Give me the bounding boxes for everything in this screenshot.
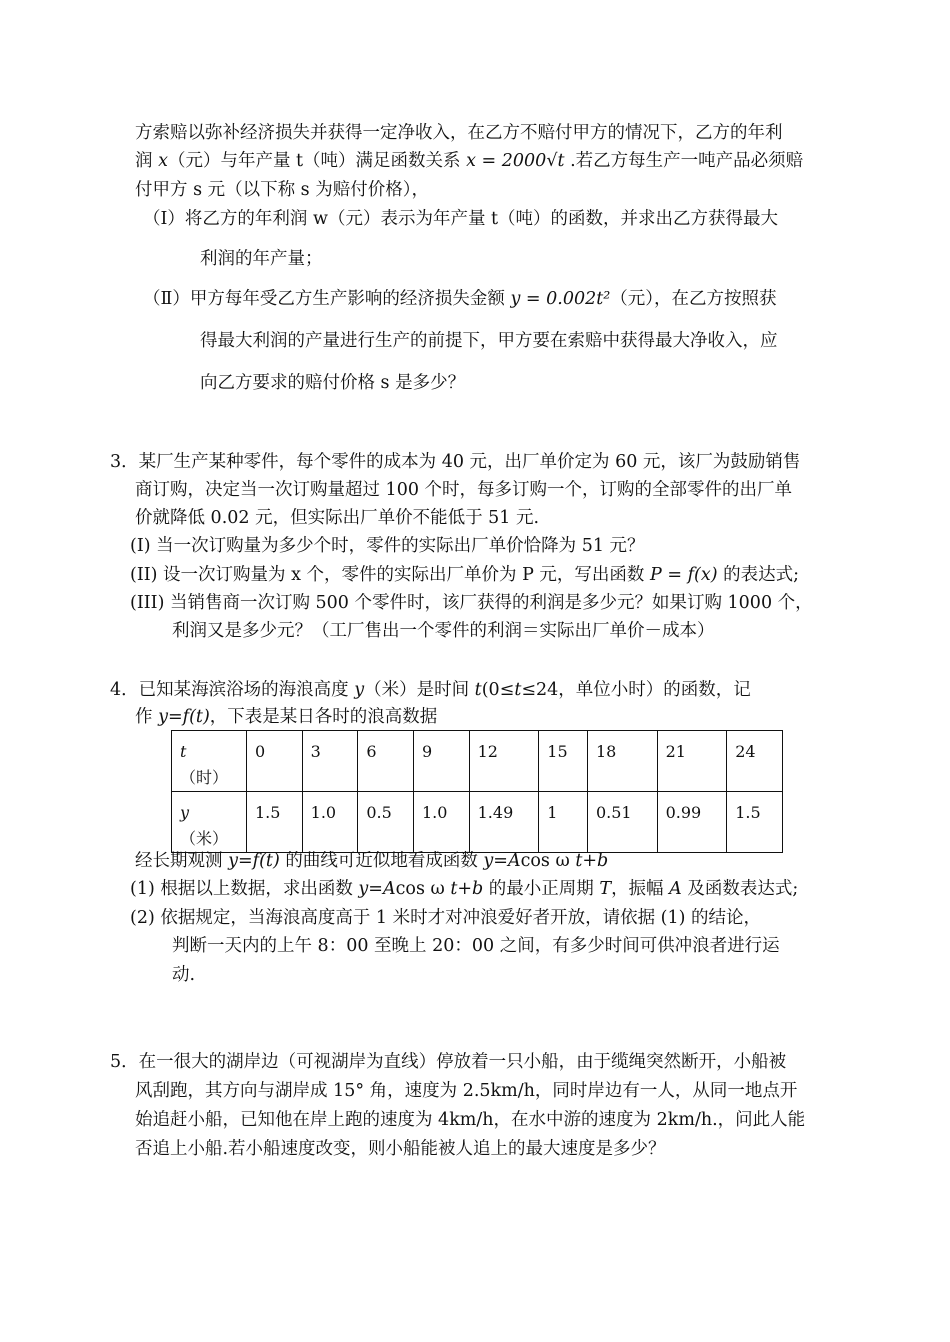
p3-question2 [130, 562, 799, 588]
y-label: y [180, 803, 190, 822]
table-cell: 15 [539, 731, 588, 792]
table-cell: 1.0 [302, 792, 358, 853]
p2-formula-profit: x = 2000√t [466, 151, 565, 171]
table-cell: 0.5 [358, 792, 414, 853]
p4-var-t: t [474, 680, 482, 700]
p3-q2-b: 的表达式; [717, 565, 800, 585]
p4-q1-T: T [599, 879, 612, 899]
p3-question1: (I) 当一次订购量为多少个时，零件的实际出厂单价恰降为 51 元？ [130, 536, 645, 556]
p3-line1: 3．某厂生产某种零件，每个零件的成本为 40 元，出厂单价定为 60 元，该厂为鼓励销售 [110, 452, 801, 472]
p2-formula-loss: y = 0.002t² [510, 289, 611, 309]
p2-q2-a2: （元），在乙方按照获 [610, 289, 777, 309]
p4-l3-h: t+b [575, 851, 609, 871]
p4-l3-b: 的曲线可近似地看成函数 [279, 851, 484, 871]
p2-question2-line1 [143, 286, 777, 312]
table-cell: 3 [302, 731, 358, 792]
table-cell: 1.5 [247, 792, 303, 853]
p4-q1-f: y=A [358, 879, 396, 899]
p4-q1-c: 的最小正周期 [483, 879, 600, 899]
p5-line3: 始追赶小船，已知他在岸上跑的速度为 4km/h，在水中游的速度为 2km/h.，问此人能 [135, 1110, 806, 1130]
p2-line2-c: .若乙方每生产一吨产品必须赔 [564, 151, 804, 171]
table-cell: 1.0 [413, 792, 469, 853]
table-cell: 6 [358, 731, 414, 792]
table-cell: 12 [469, 731, 539, 792]
table-cell: 1 [539, 792, 588, 853]
p5-line2: 风刮跑，其方向与湖岸成 15° 角，速度为 2.5km/h，同时岸边有一人，从同一地点开 [135, 1081, 798, 1101]
p4-l1-c: (0≤ [481, 680, 515, 700]
table-cell: 0 [247, 731, 303, 792]
p3-question3-line1: (III) 当销售商一次订购 500 个零件时，该厂获得的利润是多少元？如果订购 1000 个， [130, 593, 813, 613]
table-header-y [172, 792, 247, 853]
table-cell: 1.5 [727, 792, 783, 853]
p2-q2-a: （Ⅱ）甲方每年受乙方生产影响的经济损失金额 [143, 289, 511, 309]
table-cell: 9 [413, 731, 469, 792]
p4-l2-b: ，下表是某日各时的浪高数据 [209, 707, 438, 727]
y-unit: （米） [180, 829, 229, 848]
p4-q1-d: ，振幅 [611, 879, 670, 899]
p4-var-t2: t [514, 680, 522, 700]
table-cell: 21 [657, 731, 727, 792]
t-unit: （时） [180, 768, 229, 787]
p5-line1: 5．在一很大的湖岸边（可视湖岸为直线）停放着一只小船，由于缆绳突然断开，小船被 [110, 1052, 787, 1072]
p2-line2-a: 润 [135, 151, 159, 171]
p3-question3-line2: 利润又是多少元？（工厂售出一个零件的利润＝实际出厂单价－成本） [172, 621, 715, 641]
table-row-height [172, 792, 783, 853]
p3-q2-a: (II) 设一次订购量为 x 个，零件的实际出厂单价为 P 元，写出函数 [130, 565, 650, 585]
table-cell: 24 [727, 731, 783, 792]
p4-q1-a: (1) 根据以上数据，求出函数 [130, 879, 359, 899]
p3-line3: 价就降低 0.02 元，但实际出厂单价不能低于 51 元. [135, 508, 540, 528]
p4-l3-f: y=f(t) [228, 851, 280, 871]
wave-height-table [171, 730, 783, 853]
p4-l2-a: 作 [135, 707, 159, 727]
table-cell: 18 [587, 731, 657, 792]
p4-q1-e: 及函数表达式; [681, 879, 799, 899]
p2-line3: 付甲方 s 元（以下称 s 为赔付价格）， [135, 180, 429, 200]
table-cell: 0.99 [657, 792, 727, 853]
p2-line2 [135, 148, 803, 174]
p4-line3 [135, 848, 608, 874]
table-cell: 0.51 [587, 792, 657, 853]
p4-l1-d: ≤24，单位小时）的函数，记 [521, 680, 751, 700]
p4-line2 [135, 704, 437, 730]
p4-formula-f: y=f(t) [158, 707, 210, 727]
table-row-time [172, 731, 783, 792]
p5-line4: 否追上小船.若小船速度改变，则小船能被人追上的最大速度是多少？ [135, 1139, 666, 1159]
p3-line2: 商订购，决定当一次订购量超过 100 个时，每多订购一个，订购的全部零件的出厂单 [135, 480, 793, 500]
p2-question1-line2: 利润的年产量； [200, 249, 323, 269]
table-header-t [172, 731, 247, 792]
p2-var-x: x [158, 151, 168, 171]
p4-l3-a: 经长期观测 [135, 851, 229, 871]
p4-l1-a: 4．已知某海滨浴场的海浪高度 [110, 680, 355, 700]
p4-q1-g: t+b [450, 879, 484, 899]
p4-line1 [110, 677, 751, 703]
p3-formula-price: P = f(x) [650, 565, 718, 585]
p4-q1-b: cos ω [395, 879, 451, 899]
p4-l3-g: y=A [483, 851, 521, 871]
p4-l1-b: （米）是时间 [364, 680, 475, 700]
p2-question2-line2: 得最大利润的产量进行生产的前提下，甲方要在索赔中获得最大净收入，应 [200, 331, 778, 351]
p4-question2-line1: (2) 依据规定，当海浪高度高于 1 米时才对冲浪爱好者开放，请依据 (1) 的结论， [130, 908, 762, 928]
p2-question2-line3: 向乙方要求的赔付价格 s 是多少？ [200, 373, 466, 393]
p4-question1 [130, 876, 798, 902]
p4-q1-A: A [669, 879, 682, 899]
t-label: t [180, 742, 187, 761]
table-cell: 1.49 [469, 792, 539, 853]
p4-var-y: y [354, 680, 365, 700]
p4-question2-line2: 判断一天内的上午 8：00 至晚上 20：00 之间，有多少时间可供冲浪者进行运 [172, 936, 780, 956]
p2-line1: 方索赔以弥补经济损失并获得一定净收入，在乙方不赔付甲方的情况下，乙方的年利 [135, 123, 783, 143]
p4-l3-c: cos ω [520, 851, 576, 871]
p2-line2-b: （元）与年产量 t（吨）满足函数关系 [167, 151, 467, 171]
p4-question2-line3: 动. [172, 965, 196, 985]
p2-question1-line1: （Ⅰ）将乙方的年利润 w（元）表示为年产量 t（吨）的函数，并求出乙方获得最大 [143, 209, 779, 229]
